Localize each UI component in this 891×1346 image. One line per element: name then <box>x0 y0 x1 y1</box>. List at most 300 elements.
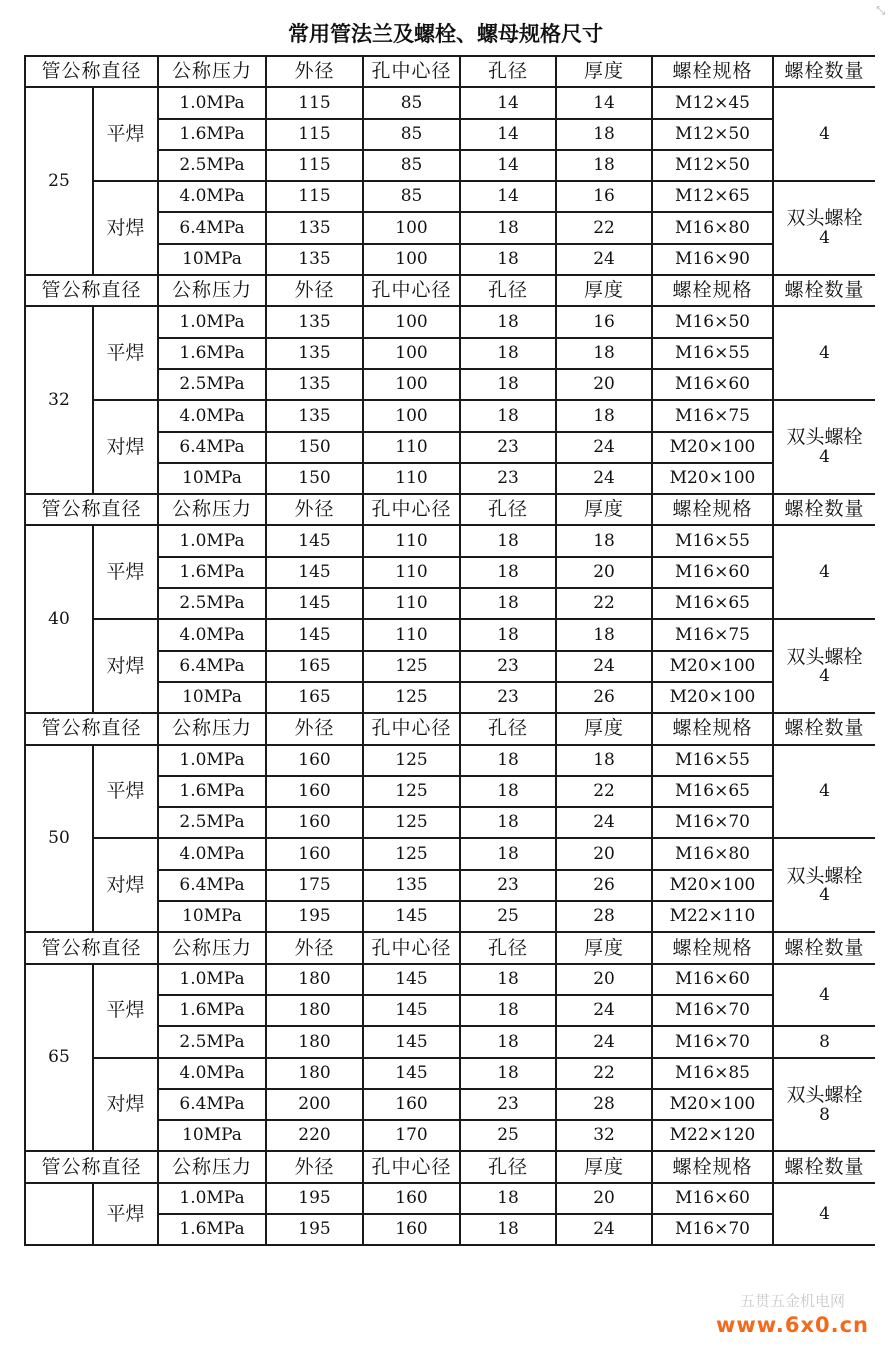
outer-diameter-cell: 135 <box>266 212 363 243</box>
thickness-cell: 20 <box>556 557 652 588</box>
header-cell: 孔中心径 <box>363 932 460 963</box>
header-cell: 管公称直径 <box>25 56 158 87</box>
bolt-count-value: 4 <box>819 885 830 906</box>
table-row <box>25 619 875 650</box>
hole-diameter-cell: 18 <box>460 1183 556 1214</box>
outer-diameter-cell: 135 <box>266 400 363 431</box>
header-cell: 公称压力 <box>158 932 266 963</box>
outer-diameter-cell: 145 <box>266 588 363 619</box>
bolt-type-label: 双头螺栓 <box>786 1083 863 1106</box>
bolt-circle-cell: 125 <box>363 807 460 838</box>
thickness-cell: 16 <box>556 306 652 337</box>
bolt-count-value: 4 <box>819 447 830 468</box>
header-cell: 公称压力 <box>158 56 266 87</box>
bolt-circle-cell: 100 <box>363 244 460 275</box>
bolt-circle-cell: 125 <box>363 682 460 713</box>
outer-diameter-cell: 135 <box>266 244 363 275</box>
hole-diameter-cell: 23 <box>460 682 556 713</box>
hole-diameter-cell: 18 <box>460 557 556 588</box>
pressure-cell: 4.0MPa <box>158 1058 266 1089</box>
pressure-cell: 6.4MPa <box>158 1089 266 1120</box>
header-cell: 公称压力 <box>158 494 266 525</box>
pressure-cell: 1.0MPa <box>158 745 266 776</box>
header-cell: 外径 <box>266 56 363 87</box>
header-cell: 厚度 <box>556 932 652 963</box>
header-cell: 孔径 <box>460 932 556 963</box>
bolt-circle-cell: 145 <box>363 964 460 995</box>
header-row <box>25 1151 875 1182</box>
watermark-url: www.6x0.cn <box>716 1313 869 1337</box>
bolt-circle-cell: 100 <box>363 369 460 400</box>
thickness-cell: 26 <box>556 870 652 901</box>
bolt-spec-cell: M16×50 <box>652 306 773 337</box>
table-row <box>25 400 875 431</box>
header-cell: 公称压力 <box>158 1151 266 1182</box>
header-cell: 厚度 <box>556 275 652 306</box>
hole-diameter-cell: 18 <box>460 619 556 650</box>
thickness-cell: 24 <box>556 1026 652 1057</box>
header-cell: 孔径 <box>460 1151 556 1182</box>
hole-diameter-cell: 18 <box>460 745 556 776</box>
table-row <box>25 87 875 118</box>
bolt-spec-cell: M16×55 <box>652 745 773 776</box>
header-cell: 螺栓数量 <box>773 56 875 87</box>
table-row <box>25 1183 875 1214</box>
header-cell: 螺栓数量 <box>773 494 875 525</box>
bolt-count-cell <box>773 838 875 932</box>
hole-diameter-cell: 18 <box>460 1214 556 1245</box>
pressure-cell: 6.4MPa <box>158 432 266 463</box>
bolt-circle-cell: 85 <box>363 181 460 212</box>
nominal-diameter-cell: 25 <box>25 87 93 275</box>
bolt-circle-cell: 110 <box>363 463 460 494</box>
header-cell: 公称压力 <box>158 275 266 306</box>
weld-type-cell: 平焊 <box>93 964 158 1058</box>
weld-type-cell: 平焊 <box>93 525 158 619</box>
pressure-cell: 1.0MPa <box>158 87 266 118</box>
watermark-text: 五贯五金机电网 <box>740 1292 846 1310</box>
bolt-count-value: 4 <box>819 123 830 144</box>
hole-diameter-cell: 25 <box>460 901 556 932</box>
pressure-cell: 6.4MPa <box>158 870 266 901</box>
header-cell: 外径 <box>266 494 363 525</box>
pressure-cell: 4.0MPa <box>158 400 266 431</box>
header-cell: 螺栓规格 <box>652 932 773 963</box>
pressure-cell: 1.0MPa <box>158 1183 266 1214</box>
thickness-cell: 18 <box>556 745 652 776</box>
weld-type-cell: 平焊 <box>93 87 158 181</box>
pressure-cell: 2.5MPa <box>158 369 266 400</box>
hole-diameter-cell: 18 <box>460 244 556 275</box>
bolt-circle-cell: 160 <box>363 1214 460 1245</box>
header-cell: 公称压力 <box>158 713 266 744</box>
hole-diameter-cell: 18 <box>460 306 556 337</box>
pressure-cell: 4.0MPa <box>158 838 266 869</box>
bolt-type-label: 双头螺栓 <box>786 864 863 887</box>
thickness-cell: 18 <box>556 619 652 650</box>
hole-diameter-cell: 23 <box>460 1089 556 1120</box>
expand-icon[interactable]: ⤡ <box>876 4 885 17</box>
bolt-circle-cell: 110 <box>363 619 460 650</box>
header-cell: 管公称直径 <box>25 932 158 963</box>
outer-diameter-cell: 135 <box>266 306 363 337</box>
hole-diameter-cell: 18 <box>460 1026 556 1057</box>
bolt-circle-cell: 160 <box>363 1183 460 1214</box>
bolt-spec-cell: M16×80 <box>652 838 773 869</box>
outer-diameter-cell: 220 <box>266 1120 363 1151</box>
thickness-cell: 26 <box>556 682 652 713</box>
outer-diameter-cell: 200 <box>266 1089 363 1120</box>
outer-diameter-cell: 115 <box>266 119 363 150</box>
outer-diameter-cell: 165 <box>266 651 363 682</box>
outer-diameter-cell: 180 <box>266 964 363 995</box>
outer-diameter-cell: 145 <box>266 557 363 588</box>
thickness-cell: 24 <box>556 463 652 494</box>
header-cell: 螺栓规格 <box>652 494 773 525</box>
thickness-cell: 18 <box>556 119 652 150</box>
bolt-spec-cell: M16×55 <box>652 338 773 369</box>
table-row <box>25 964 875 995</box>
header-cell: 外径 <box>266 713 363 744</box>
outer-diameter-cell: 145 <box>266 619 363 650</box>
bolt-spec-cell: M16×80 <box>652 212 773 243</box>
hole-diameter-cell: 14 <box>460 150 556 181</box>
outer-diameter-cell: 180 <box>266 1058 363 1089</box>
outer-diameter-cell: 180 <box>266 1026 363 1057</box>
bolt-spec-cell: M16×75 <box>652 400 773 431</box>
bolt-spec-cell: M20×100 <box>652 463 773 494</box>
header-cell: 螺栓数量 <box>773 713 875 744</box>
page-title: 常用管法兰及螺栓、螺母规格尺寸 <box>288 22 603 46</box>
header-cell: 厚度 <box>556 713 652 744</box>
bolt-count-cell <box>773 619 875 713</box>
header-cell: 螺栓规格 <box>652 1151 773 1182</box>
outer-diameter-cell: 115 <box>266 181 363 212</box>
thickness-cell: 20 <box>556 838 652 869</box>
pressure-cell: 1.0MPa <box>158 964 266 995</box>
nominal-diameter-cell: 65 <box>25 964 93 1152</box>
table-row <box>25 838 875 869</box>
header-cell: 外径 <box>266 275 363 306</box>
header-cell: 厚度 <box>556 1151 652 1182</box>
header-row <box>25 932 875 963</box>
bolt-count-cell <box>773 1183 875 1246</box>
header-row <box>25 713 875 744</box>
thickness-cell: 22 <box>556 588 652 619</box>
table-row <box>25 525 875 556</box>
outer-diameter-cell: 160 <box>266 807 363 838</box>
outer-diameter-cell: 135 <box>266 338 363 369</box>
pressure-cell: 1.6MPa <box>158 995 266 1026</box>
weld-type-cell: 对焊 <box>93 838 158 932</box>
outer-diameter-cell: 160 <box>266 838 363 869</box>
bolt-spec-cell: M22×120 <box>652 1120 773 1151</box>
weld-type-cell: 平焊 <box>93 1183 158 1246</box>
hole-diameter-cell: 18 <box>460 838 556 869</box>
outer-diameter-cell: 160 <box>266 776 363 807</box>
header-cell: 管公称直径 <box>25 1151 158 1182</box>
nominal-diameter-cell: 50 <box>25 745 93 933</box>
header-row <box>25 56 875 87</box>
pressure-cell: 1.6MPa <box>158 776 266 807</box>
pressure-cell: 6.4MPa <box>158 651 266 682</box>
header-cell: 管公称直径 <box>25 494 158 525</box>
hole-diameter-cell: 18 <box>460 588 556 619</box>
bolt-type-label: 双头螺栓 <box>786 207 863 230</box>
outer-diameter-cell: 195 <box>266 901 363 932</box>
header-cell: 孔径 <box>460 713 556 744</box>
header-cell: 螺栓数量 <box>773 932 875 963</box>
bolt-circle-cell: 100 <box>363 400 460 431</box>
bolt-circle-cell: 85 <box>363 119 460 150</box>
header-cell: 螺栓数量 <box>773 1151 875 1182</box>
thickness-cell: 20 <box>556 1183 652 1214</box>
header-cell: 螺栓规格 <box>652 56 773 87</box>
weld-type-cell: 对焊 <box>93 181 158 275</box>
thickness-cell: 18 <box>556 338 652 369</box>
bolt-circle-cell: 145 <box>363 901 460 932</box>
bolt-count-cell <box>773 1058 875 1152</box>
bolt-spec-cell: M16×55 <box>652 525 773 556</box>
hole-diameter-cell: 23 <box>460 651 556 682</box>
hole-diameter-cell: 18 <box>460 369 556 400</box>
bolt-circle-cell: 145 <box>363 995 460 1026</box>
table-row <box>25 181 875 212</box>
bolt-count-value: 8 <box>819 1104 830 1125</box>
bolt-circle-cell: 85 <box>363 150 460 181</box>
bolt-spec-cell: M20×100 <box>652 870 773 901</box>
header-cell: 厚度 <box>556 494 652 525</box>
outer-diameter-cell: 165 <box>266 682 363 713</box>
nominal-diameter-cell: 40 <box>25 525 93 713</box>
bolt-circle-cell: 110 <box>363 432 460 463</box>
outer-diameter-cell: 115 <box>266 150 363 181</box>
table-row <box>25 745 875 776</box>
bolt-count-value: 4 <box>819 666 830 687</box>
thickness-cell: 18 <box>556 150 652 181</box>
pressure-cell: 4.0MPa <box>158 181 266 212</box>
header-cell: 孔中心径 <box>363 1151 460 1182</box>
bolt-circle-cell: 125 <box>363 651 460 682</box>
table-row <box>25 1058 875 1089</box>
table-row <box>25 306 875 337</box>
pressure-cell: 10MPa <box>158 682 266 713</box>
outer-diameter-cell: 150 <box>266 432 363 463</box>
hole-diameter-cell: 18 <box>460 525 556 556</box>
pressure-cell: 2.5MPa <box>158 588 266 619</box>
bolt-circle-cell: 170 <box>363 1120 460 1151</box>
bolt-circle-cell: 100 <box>363 212 460 243</box>
bolt-circle-cell: 125 <box>363 745 460 776</box>
bolt-circle-cell: 145 <box>363 1026 460 1057</box>
bolt-count-value: 4 <box>819 1203 830 1224</box>
bolt-type-label: 双头螺栓 <box>786 426 863 449</box>
bolt-circle-cell: 100 <box>363 306 460 337</box>
thickness-cell: 18 <box>556 525 652 556</box>
hole-diameter-cell: 18 <box>460 338 556 369</box>
bolt-spec-cell: M20×100 <box>652 682 773 713</box>
outer-diameter-cell: 115 <box>266 87 363 118</box>
thickness-cell: 20 <box>556 964 652 995</box>
pressure-cell: 1.6MPa <box>158 119 266 150</box>
thickness-cell: 18 <box>556 400 652 431</box>
bolt-type-label: 双头螺栓 <box>786 645 863 668</box>
bolt-spec-cell: M16×65 <box>652 776 773 807</box>
pressure-cell: 1.0MPa <box>158 525 266 556</box>
outer-diameter-cell: 180 <box>266 995 363 1026</box>
thickness-cell: 22 <box>556 776 652 807</box>
bolt-spec-cell: M16×90 <box>652 244 773 275</box>
bolt-circle-cell: 110 <box>363 557 460 588</box>
header-cell: 管公称直径 <box>25 275 158 306</box>
weld-type-cell: 对焊 <box>93 1058 158 1152</box>
bolt-spec-cell: M16×70 <box>652 807 773 838</box>
hole-diameter-cell: 18 <box>460 400 556 431</box>
thickness-cell: 20 <box>556 369 652 400</box>
thickness-cell: 24 <box>556 995 652 1026</box>
bolt-circle-cell: 85 <box>363 87 460 118</box>
bolt-circle-cell: 135 <box>363 870 460 901</box>
bolt-count-value: 4 <box>819 342 830 363</box>
thickness-cell: 24 <box>556 244 652 275</box>
thickness-cell: 22 <box>556 1058 652 1089</box>
table-viewport <box>24 55 875 1314</box>
hole-diameter-cell: 23 <box>460 870 556 901</box>
outer-diameter-cell: 135 <box>266 369 363 400</box>
thickness-cell: 28 <box>556 901 652 932</box>
outer-diameter-cell: 160 <box>266 745 363 776</box>
table-body <box>25 56 875 1245</box>
header-cell: 外径 <box>266 1151 363 1182</box>
bolt-count-cell <box>773 400 875 494</box>
pressure-cell: 6.4MPa <box>158 212 266 243</box>
hole-diameter-cell: 18 <box>460 964 556 995</box>
bolt-count-value: 4 <box>819 228 830 249</box>
outer-diameter-cell: 145 <box>266 525 363 556</box>
pressure-cell: 1.6MPa <box>158 1214 266 1245</box>
header-cell: 螺栓规格 <box>652 713 773 744</box>
pressure-cell: 10MPa <box>158 1120 266 1151</box>
header-cell: 孔中心径 <box>363 275 460 306</box>
hole-diameter-cell: 18 <box>460 776 556 807</box>
header-cell: 厚度 <box>556 56 652 87</box>
hole-diameter-cell: 18 <box>460 1058 556 1089</box>
header-cell: 孔径 <box>460 494 556 525</box>
thickness-cell: 24 <box>556 1214 652 1245</box>
bolt-spec-cell: M16×75 <box>652 619 773 650</box>
thickness-cell: 32 <box>556 1120 652 1151</box>
header-cell: 孔径 <box>460 56 556 87</box>
thickness-cell: 28 <box>556 1089 652 1120</box>
outer-diameter-cell: 195 <box>266 1183 363 1214</box>
bolt-spec-cell: M16×60 <box>652 369 773 400</box>
thickness-cell: 24 <box>556 651 652 682</box>
bolt-count-cell <box>773 306 875 400</box>
hole-diameter-cell: 23 <box>460 432 556 463</box>
bolt-count-cell <box>773 87 875 181</box>
bolt-spec-cell: M20×100 <box>652 651 773 682</box>
pressure-cell: 1.0MPa <box>158 306 266 337</box>
pressure-cell: 10MPa <box>158 244 266 275</box>
nominal-diameter-cell <box>25 1183 93 1246</box>
header-cell: 孔中心径 <box>363 56 460 87</box>
nominal-diameter-cell: 32 <box>25 306 93 494</box>
bolt-spec-cell: M16×65 <box>652 588 773 619</box>
header-cell: 外径 <box>266 932 363 963</box>
bolt-circle-cell: 125 <box>363 838 460 869</box>
pressure-cell: 10MPa <box>158 901 266 932</box>
weld-type-cell: 对焊 <box>93 400 158 494</box>
hole-diameter-cell: 18 <box>460 995 556 1026</box>
bolt-circle-cell: 100 <box>363 338 460 369</box>
thickness-cell: 24 <box>556 432 652 463</box>
bolt-count-value: 4 <box>819 562 830 583</box>
thickness-cell: 14 <box>556 87 652 118</box>
bolt-spec-cell: M16×70 <box>652 995 773 1026</box>
header-row <box>25 275 875 306</box>
bolt-spec-cell: M12×45 <box>652 87 773 118</box>
weld-type-cell: 对焊 <box>93 619 158 713</box>
header-row <box>25 494 875 525</box>
hole-diameter-cell: 14 <box>460 119 556 150</box>
bolt-count-cell <box>773 745 875 839</box>
pressure-cell: 10MPa <box>158 463 266 494</box>
bolt-circle-cell: 160 <box>363 1089 460 1120</box>
header-cell: 孔中心径 <box>363 713 460 744</box>
pressure-cell: 2.5MPa <box>158 1026 266 1057</box>
bolt-spec-cell: M16×60 <box>652 557 773 588</box>
thickness-cell: 16 <box>556 181 652 212</box>
bolt-circle-cell: 110 <box>363 588 460 619</box>
header-cell: 孔径 <box>460 275 556 306</box>
pressure-cell: 2.5MPa <box>158 150 266 181</box>
thickness-cell: 24 <box>556 807 652 838</box>
outer-diameter-cell: 150 <box>266 463 363 494</box>
hole-diameter-cell: 14 <box>460 181 556 212</box>
outer-diameter-cell: 195 <box>266 1214 363 1245</box>
pressure-cell: 1.6MPa <box>158 338 266 369</box>
bolt-circle-cell: 110 <box>363 525 460 556</box>
bolt-count-cell <box>773 525 875 619</box>
bolt-spec-cell: M22×110 <box>652 901 773 932</box>
thickness-cell: 22 <box>556 212 652 243</box>
bolt-spec-cell: M16×85 <box>652 1058 773 1089</box>
header-cell: 孔中心径 <box>363 494 460 525</box>
hole-diameter-cell: 23 <box>460 463 556 494</box>
bolt-spec-cell: M12×65 <box>652 181 773 212</box>
hole-diameter-cell: 18 <box>460 807 556 838</box>
pressure-cell: 2.5MPa <box>158 807 266 838</box>
pressure-cell: 4.0MPa <box>158 619 266 650</box>
bolt-spec-cell: M20×100 <box>652 432 773 463</box>
weld-type-cell: 平焊 <box>93 306 158 400</box>
header-cell: 管公称直径 <box>25 713 158 744</box>
bolt-count-cell: 8 <box>773 1026 875 1057</box>
header-cell: 螺栓规格 <box>652 275 773 306</box>
bolt-spec-cell: M16×70 <box>652 1214 773 1245</box>
bolt-spec-cell: M12×50 <box>652 150 773 181</box>
bolt-circle-cell: 145 <box>363 1058 460 1089</box>
hole-diameter-cell: 14 <box>460 87 556 118</box>
bolt-spec-cell: M20×100 <box>652 1089 773 1120</box>
hole-diameter-cell: 25 <box>460 1120 556 1151</box>
bolt-spec-cell: M16×60 <box>652 964 773 995</box>
bolt-spec-cell: M12×50 <box>652 119 773 150</box>
flange-spec-table <box>24 55 875 1246</box>
bolt-count-cell <box>773 181 875 275</box>
pressure-cell: 1.6MPa <box>158 557 266 588</box>
header-cell: 螺栓数量 <box>773 275 875 306</box>
